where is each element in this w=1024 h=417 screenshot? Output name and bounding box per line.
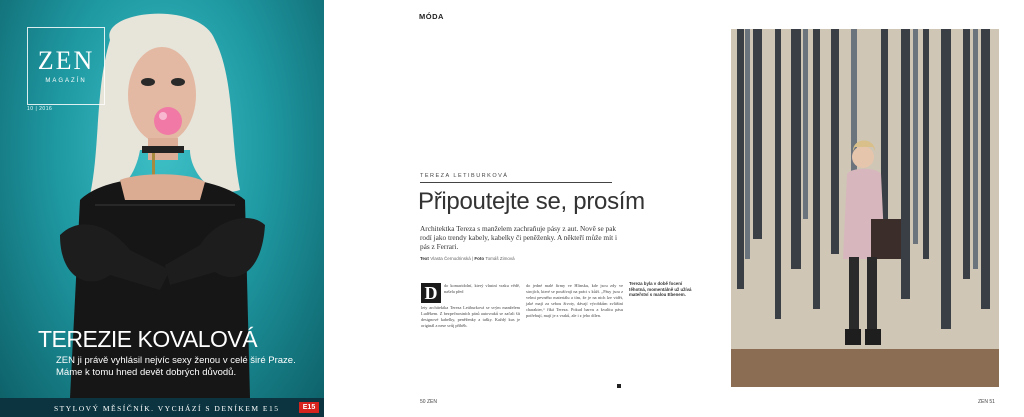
section-label: MÓDA bbox=[419, 12, 444, 21]
folio-left: 50 ZEN bbox=[420, 399, 437, 405]
article-credits: Text Vlasta Černodrinská | Foto Tomáš Zimová bbox=[420, 256, 515, 261]
zen-logo bbox=[27, 27, 105, 105]
photo-illustration bbox=[731, 29, 999, 387]
e15-badge: E15 bbox=[299, 402, 319, 413]
article-headline: Připoutejte se, prosím bbox=[418, 188, 645, 215]
credit-text-label: Text bbox=[420, 256, 429, 261]
credit-text-value: Vlasta Černodrinská bbox=[430, 256, 471, 261]
cover-tagline: ZEN ji právě vyhlásil nejvíc sexy ženou v celé širé Praze. Máme k tomu hned devět dobrých důvodů. bbox=[56, 355, 296, 378]
article-lede: Architektka Tereza s manželem zachraňuje pásy z aut. Nově se pak rodí jako trendy kabely, kabelky či peněženky. A někteří může mít i pás z Ferrari. bbox=[420, 224, 618, 252]
article-photo bbox=[731, 29, 999, 387]
cover-strip-text: STYLOVÝ MĚSÍČNÍK. VYCHÁZÍ S DENÍKEM E15 bbox=[54, 404, 280, 413]
body-column-1: lety architektka Tereza Letiburková se svým manželem Luděkem. Z bezpečnostních pásů autovraků se začali šít designové kabelky, peněženky a tašky. Každý kus je originál a nese svůj příběh. bbox=[421, 305, 520, 329]
author-tag: TEREZA LETIBURKOVÁ bbox=[420, 173, 509, 179]
photo-caption: Tereza byla v době focení těhotná, momentálně už užívá mateřství s malou Ebenem. bbox=[629, 281, 692, 298]
cover-headline: TEREZIE KOVALOVÁ bbox=[38, 326, 258, 352]
body-column-2: do jedné malé firmy ve Hlinsku, kde jsou zdy ve strojích, které se používají na práci s kůží. „Pásy jsou z velmi pevného materiálu a tím, že je na nich lze vidět, jaké mají za sebou životy, dávají výrobkům zvláštní charakter,“ říká Tereza. Pokud barvu a kvalitu pásu potřebují, mají je z vraků, ale i z jeho dílen. bbox=[526, 283, 623, 319]
logo-text: ZEN bbox=[37, 46, 95, 75]
divider bbox=[420, 182, 612, 183]
issue-line: 10 | 2016 bbox=[27, 106, 53, 112]
folio-right: ZEN 51 bbox=[978, 399, 995, 405]
end-mark bbox=[617, 384, 621, 388]
logo-subtitle: MAGAZÍN bbox=[45, 78, 87, 84]
credit-photo-label: Foto bbox=[474, 256, 485, 261]
magazine-cover bbox=[0, 0, 324, 417]
credit-photo-value: Tomáš Zimová bbox=[485, 256, 515, 261]
body-column-1-top: do komaridolní, který vlastní vraku vědě, našela před bbox=[444, 283, 520, 295]
drop-cap: D bbox=[421, 283, 441, 303]
